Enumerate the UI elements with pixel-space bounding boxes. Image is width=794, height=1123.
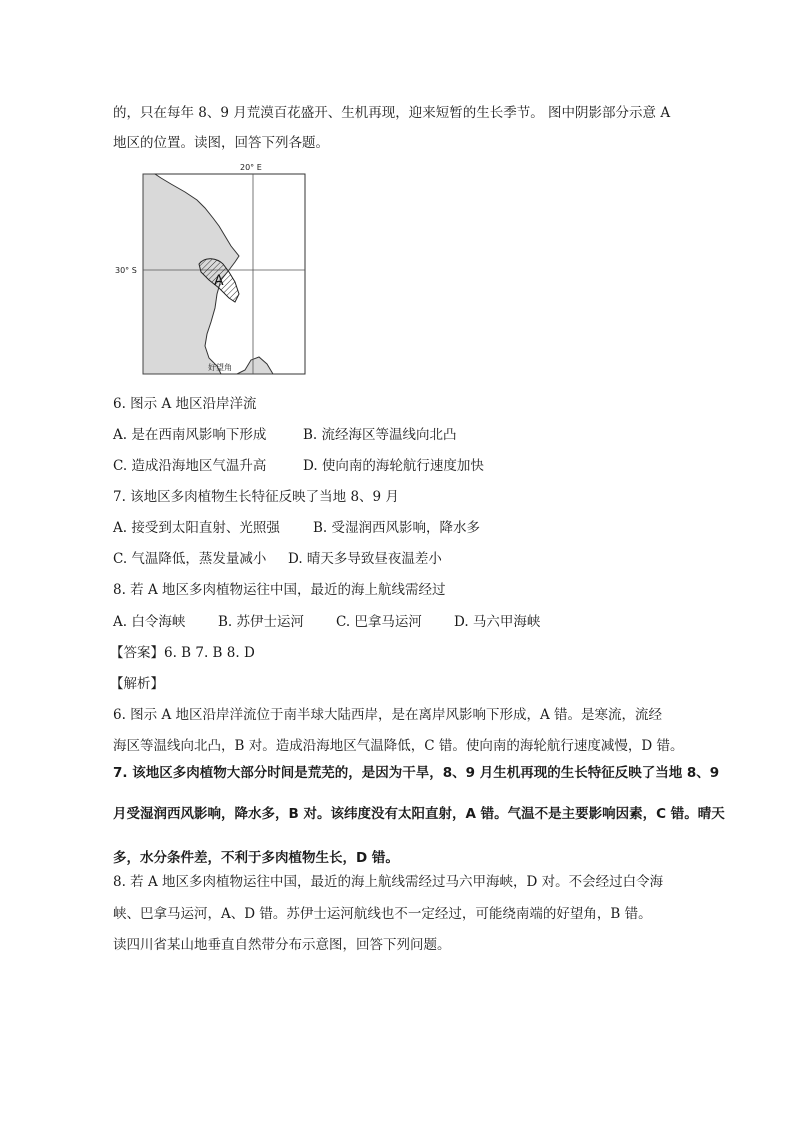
q8-option-d: D. 马六甲海峡 bbox=[454, 614, 541, 630]
longitude-label: 20° E bbox=[240, 163, 262, 172]
intro-line-1: 的，只在每年 8、9 月荒漠百花盛开、生机再现，迎来短暂的生长季节。 图中阴影部分示意 A bbox=[113, 105, 671, 121]
map-svg bbox=[113, 160, 313, 380]
q7-stem: 7. 该地区多肉植物生长特征反映了当地 8、9 月 bbox=[113, 489, 399, 505]
answer-line: 【答案】6. B 7. B 8. D bbox=[110, 645, 255, 661]
q8-option-a: A. 白令海峡 bbox=[113, 614, 186, 630]
analysis-6-line-2: 海区等温线向北凸，B 对。造成沿海地区气温降低，C 错。使向南的海轮航行速度减慢，D 错。 bbox=[113, 738, 684, 754]
analysis-8-line-1: 8. 若 A 地区多肉植物运往中国，最近的海上航线需经过马六甲海峡，D 对。不会经过白令海 bbox=[113, 874, 664, 890]
q6-option-d: D. 使向南的海轮航行速度加快 bbox=[303, 458, 484, 474]
q7-option-a: A. 接受到太阳直射、光照强 bbox=[113, 520, 280, 536]
analysis-7-line-2: 月受湿润西风影响，降水多，B 对。该纬度没有太阳直射，A 错。气温不是主要影响因素，C 错。晴天 bbox=[113, 806, 725, 822]
q6-option-a: A. 是在西南风影响下形成 bbox=[113, 427, 267, 443]
q6-option-b: B. 流经海区等温线向北凸 bbox=[303, 427, 457, 443]
region-a-label: A bbox=[214, 273, 224, 289]
q8-option-b: B. 苏伊士运河 bbox=[218, 614, 305, 630]
q8-option-c: C. 巴拿马运河 bbox=[336, 614, 422, 630]
q7-options-row-1 bbox=[113, 519, 480, 537]
next-question-prompt: 读四川省某山地垂直自然带分布示意图，回答下列问题。 bbox=[113, 937, 451, 953]
q7-option-c: C. 气温降低，蒸发量减小 bbox=[113, 551, 267, 567]
map-figure bbox=[113, 160, 313, 380]
cape-label: 好望角 bbox=[208, 363, 232, 372]
analysis-6-line-1: 6. 图示 A 地区沿岸洋流位于南半球大陆西岸，是在离岸风影响下形成，A 错。是寒流，流经 bbox=[113, 707, 663, 723]
intro-line-2: 地区的位置。读图，回答下列各题。 bbox=[113, 135, 329, 151]
analysis-7-line-3: 多，水分条件差，不利于多肉植物生长，D 错。 bbox=[113, 850, 399, 866]
q8-stem: 8. 若 A 地区多肉植物运往中国，最近的海上航线需经过 bbox=[113, 582, 446, 598]
analysis-8-line-2: 峡、巴拿马运河，A、D 错。苏伊士运河航线也不一定经过，可能绕南端的好望角，B 错。 bbox=[113, 906, 652, 922]
q7-option-b: B. 受湿润西风影响，降水多 bbox=[313, 520, 481, 536]
q6-options-row-2 bbox=[113, 457, 484, 475]
q6-stem: 6. 图示 A 地区沿岸洋流 bbox=[113, 396, 257, 412]
q6-options-row-1 bbox=[113, 426, 457, 444]
analysis-7-line-1: 7. 该地区多肉植物大部分时间是荒芜的，是因为干旱，8、9 月生机再现的生长特征反映了当地 8、9 bbox=[113, 765, 720, 781]
latitude-label: 30° S bbox=[115, 266, 137, 275]
q7-options-row-2 bbox=[113, 550, 442, 568]
q7-option-d: D. 晴天多导致昼夜温差小 bbox=[288, 551, 442, 567]
q6-option-c: C. 造成沿海地区气温升高 bbox=[113, 458, 267, 474]
analysis-title: 【解析】 bbox=[110, 676, 164, 692]
q8-options-row bbox=[113, 613, 540, 631]
